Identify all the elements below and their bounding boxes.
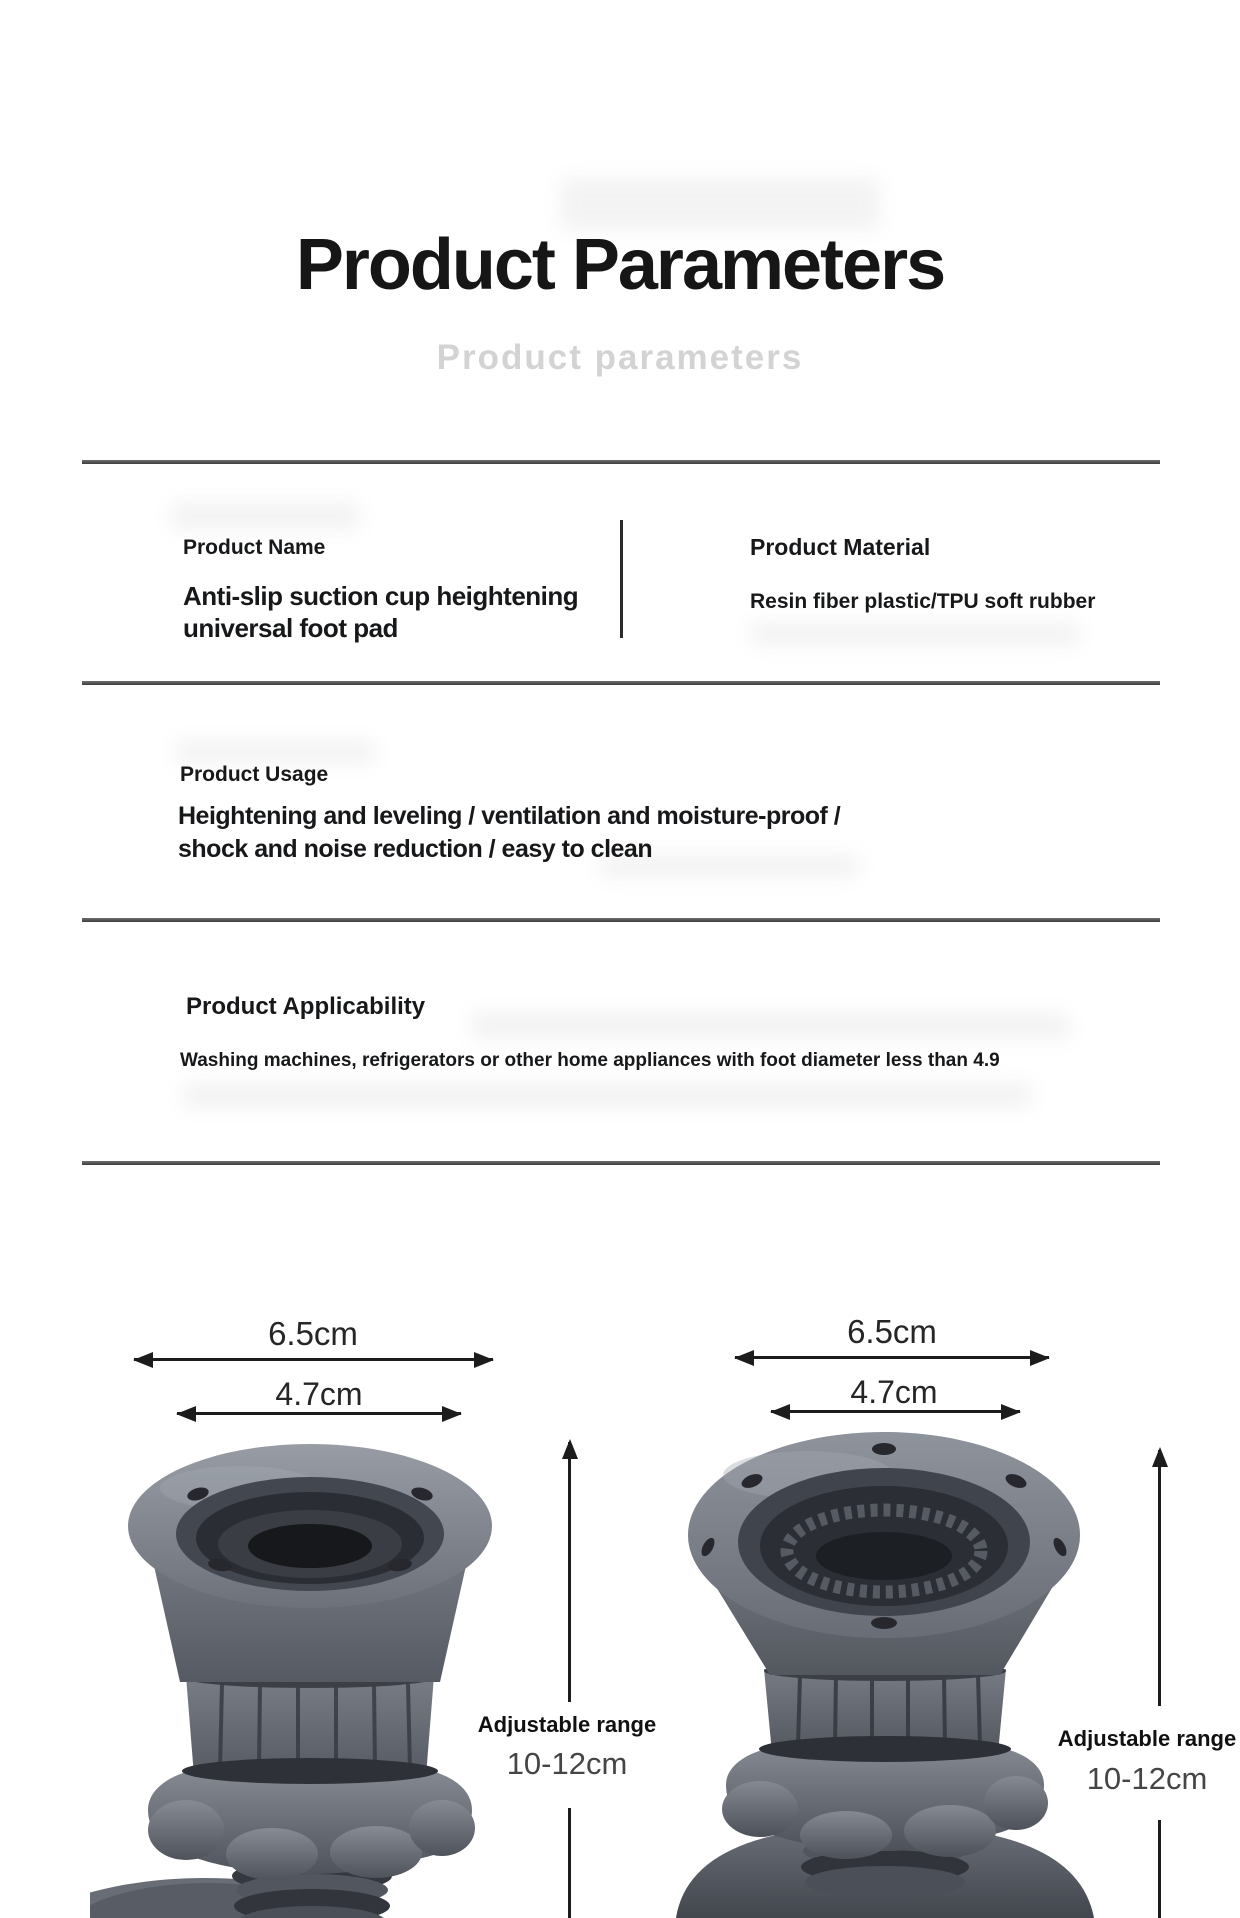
left-adjustable-range-label: Adjustable range	[477, 1712, 657, 1737]
product-material-value: Resin fiber plastic/TPU soft rubber	[750, 590, 1096, 613]
product-material-label: Product Material	[750, 534, 931, 560]
ghost-artifact	[750, 622, 1080, 646]
right-inner-width-label: 4.7cm	[850, 1374, 938, 1410]
left-height-line	[568, 1808, 571, 1918]
page-title: Product Parameters	[295, 225, 945, 305]
section-divider	[82, 918, 1160, 922]
product-applicability-label: Product Applicability	[186, 993, 426, 1020]
left-inner-width-arrow-icon	[177, 1412, 461, 1415]
right-adjustable-range-value: 10-12cm	[1086, 1761, 1208, 1796]
section-divider	[82, 681, 1160, 685]
right-height-arrow-icon	[1158, 1450, 1161, 1706]
product-usage-line2: shock and noise reduction / easy to clean	[178, 835, 653, 863]
ghost-artifact	[175, 740, 375, 764]
right-outer-width-label: 6.5cm	[847, 1313, 937, 1350]
right-height-line	[1158, 1820, 1161, 1918]
ghost-artifact	[560, 178, 880, 230]
product-usage-label: Product Usage	[180, 763, 329, 786]
ghost-artifact	[182, 1082, 1032, 1108]
left-outer-width-arrow-icon	[134, 1358, 493, 1361]
left-height-arrow-icon	[568, 1442, 571, 1702]
product-applicability-value: Washing machines, refrigerators or other home appliances with foot diameter less than 4.9	[180, 1050, 1000, 1071]
column-divider	[620, 520, 623, 638]
section-divider	[82, 460, 1160, 464]
product-usage-value	[178, 800, 840, 866]
product-photo-left	[90, 1438, 530, 1918]
product-name-value	[183, 580, 578, 644]
right-inner-width-arrow-icon	[771, 1410, 1020, 1413]
product-name-line2: universal foot pad	[183, 613, 398, 643]
page-subtitle: Product parameters	[436, 338, 804, 377]
right-outer-width-arrow-icon	[735, 1356, 1049, 1359]
product-usage-line1: Heightening and leveling / ventilation and moisture-proof /	[178, 802, 841, 830]
product-photo-right	[658, 1423, 1108, 1918]
left-inner-width-label: 4.7cm	[275, 1376, 363, 1412]
product-name-line1: Anti-slip suction cup heightening	[183, 581, 579, 611]
ghost-artifact	[470, 1012, 1070, 1040]
ghost-artifact	[170, 502, 360, 530]
section-divider	[82, 1161, 1160, 1165]
left-adjustable-range-value: 10-12cm	[506, 1746, 628, 1781]
left-outer-width-label: 6.5cm	[268, 1315, 358, 1352]
product-name-label: Product Name	[183, 536, 326, 559]
right-adjustable-range-label: Adjustable range	[1057, 1726, 1237, 1751]
